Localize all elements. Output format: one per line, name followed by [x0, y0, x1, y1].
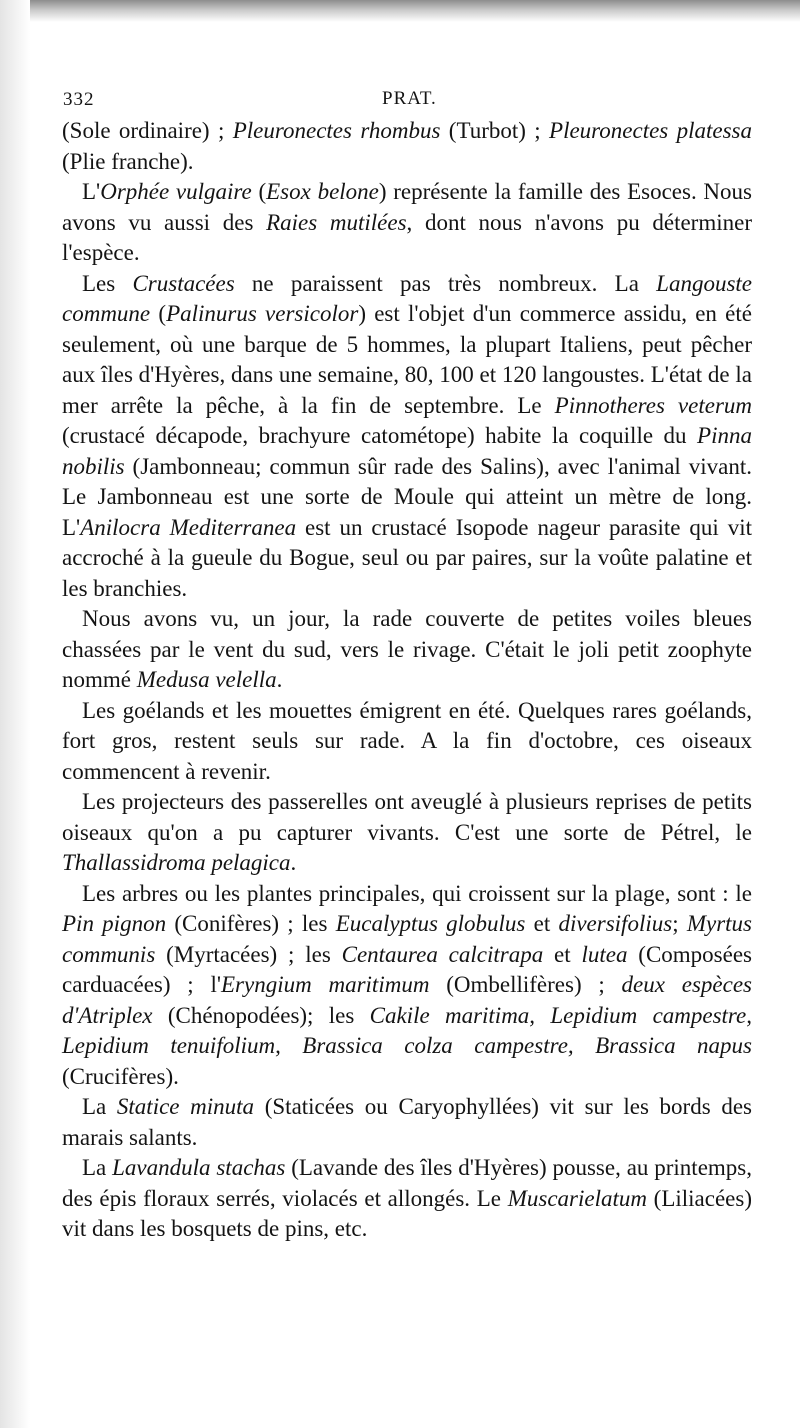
italic-term: Myrtus communis [62, 911, 752, 967]
scan-top-shadow [0, 0, 800, 22]
italic-term: Pleuronectes platessa [549, 118, 753, 143]
text-run: La [82, 1155, 113, 1180]
paragraph-petrel [62, 787, 752, 879]
text-run: Les goélands et les mouettes émigrent en été. Quelques rares goélands, fort gros, restent seuls sur rade. A la fin d'octobre, ces oiseaux commencent à revenir. [62, 697, 752, 784]
italic-term: Medusa velella [136, 667, 277, 692]
text-run: est un crustacé Isopode nageur parasite qui vit accroché à la gueule du Bogue, seul ou par paires, sur la voûte palatine et les branchies. [62, 514, 752, 601]
paragraph-statice [62, 1092, 752, 1153]
italic-term: Raies mutilées [266, 209, 407, 235]
italic-term: Eucalyptus globulus [335, 911, 526, 936]
text-run: et [525, 911, 559, 936]
italic-term: Lavandula stachas [112, 1155, 286, 1180]
italic-term: Eryngium maritimum [221, 972, 430, 997]
text-run: (Plie franche). [62, 148, 194, 174]
text-run: (Ombellifères) ; [429, 972, 622, 997]
italic-term: Orphée vulgaire [100, 179, 252, 204]
paragraph-plants [62, 879, 752, 1093]
paragraph-fish-list [62, 116, 752, 177]
italic-term: Esox belone [266, 179, 379, 204]
italic-term: Palinurus versicolor [166, 301, 359, 326]
italic-term: Pleuronectes rhombus [232, 118, 441, 143]
scan-left-edge [0, 0, 30, 1428]
text-run: (Turbot) ; [440, 118, 550, 143]
italic-term: Pinnotheres veterum [554, 392, 753, 418]
italic-term: lutea [581, 941, 628, 967]
text-run: Les arbres ou les plantes principales, qui croissent sur la plage, sont : le [82, 880, 752, 906]
text-run: (Crucifères). [62, 1063, 179, 1089]
text-run: (Jambonneau; commun sûr rade des Salins), avec l'animal vivant. Le Jambonneau est une sorte de Moule qui atteint un mètre de long. L' [62, 453, 752, 540]
text-run: ( [251, 179, 267, 204]
italic-term: Anilocra Mediterranea [80, 514, 297, 540]
text-run: (Lavande des îles d'Hyères) pousse, au printemps, des épis floraux serrés, violacés et allongés. Le [62, 1155, 752, 1211]
text-run: Les projecteurs des passerelles ont aveuglé à plusieurs reprises de petits oiseaux qu'on a pu capturer vivants. C'est une sorte de Pétrel, le [62, 789, 752, 845]
text-run: (Sole ordinaire) ; [62, 118, 233, 143]
italic-term: Statice minuta [116, 1094, 255, 1119]
text-run: (crustacé décapode, brachyure catométope) habite la coquille du [62, 423, 698, 448]
italic-term: deux espèces d'Atriplex [62, 972, 752, 1028]
text-run: (Myrtacées) ; les [155, 941, 342, 967]
text-run: (Conifères) ; les [166, 911, 336, 936]
text-run: Nous avons vu, un jour, la rade couverte de petites voiles bleues chassées par le vent du sud, vers le rivage. C'était le joli petit zoophyte nommé [62, 606, 752, 692]
text-run: Les [82, 270, 133, 296]
text-run: (Chénopodées); les [152, 1002, 370, 1028]
text-run: (Composées carduacées) ; l' [62, 941, 752, 997]
paragraph-orphee [62, 177, 752, 269]
text-run: ne paraissent pas très nombreux. La [234, 270, 657, 296]
italic-term: Pinna nobilis [62, 423, 752, 479]
italic-term: Crustacées [132, 270, 235, 296]
text-run: , dont nous n'avons pu déterminer l'espèce. [62, 209, 752, 265]
text-run: ; [672, 911, 687, 936]
italic-term: Langouste commune [62, 270, 752, 326]
text-run: ) est l'objet d'un commerce assidu, en été seulement, où une barque de 5 hommes, la plupart Italiens, peut pêcher aux îles d'Hyères, dans une semaine, 80, 100 et 120 langoustes. L'état de la mer arrête la pêche, à la fin de septembre. Le [62, 301, 752, 418]
italic-term: Pin pignon [62, 911, 167, 936]
italic-term: Thallassidroma pelagica [62, 850, 291, 875]
body-text [62, 116, 752, 1245]
paragraph-medusa [62, 604, 752, 696]
paragraph-crustaceans [62, 269, 752, 605]
text-run: (Staticées ou Caryophyllées) vit sur les bords des marais salants. [62, 1094, 752, 1150]
italic-term: Centaurea calcitrapa [341, 941, 544, 967]
text-run: L' [82, 179, 101, 204]
text-run: . [290, 850, 297, 875]
text-run: La [82, 1094, 117, 1119]
text-run: ) représente la famille des Esoces. Nous avons vu aussi des [62, 179, 752, 235]
running-title: PRAT. [382, 88, 437, 109]
italic-term: Cakile maritima, Lepidium campestre, Lepidium tenuifolium, Brassica colza campestre, Brassica napus [62, 1002, 752, 1058]
italic-term: Muscarielatum [507, 1185, 647, 1211]
italic-term: diversifolius [558, 911, 673, 936]
page-number: 332 [63, 89, 95, 110]
paragraph-gulls [62, 696, 752, 788]
paragraph-lavandula [62, 1153, 752, 1245]
text-run: (Liliacées) vit dans les bosquets de pins, etc. [62, 1185, 753, 1241]
text-run: et [543, 941, 582, 967]
text-run: ( [150, 301, 167, 326]
text-run: . [276, 667, 283, 692]
